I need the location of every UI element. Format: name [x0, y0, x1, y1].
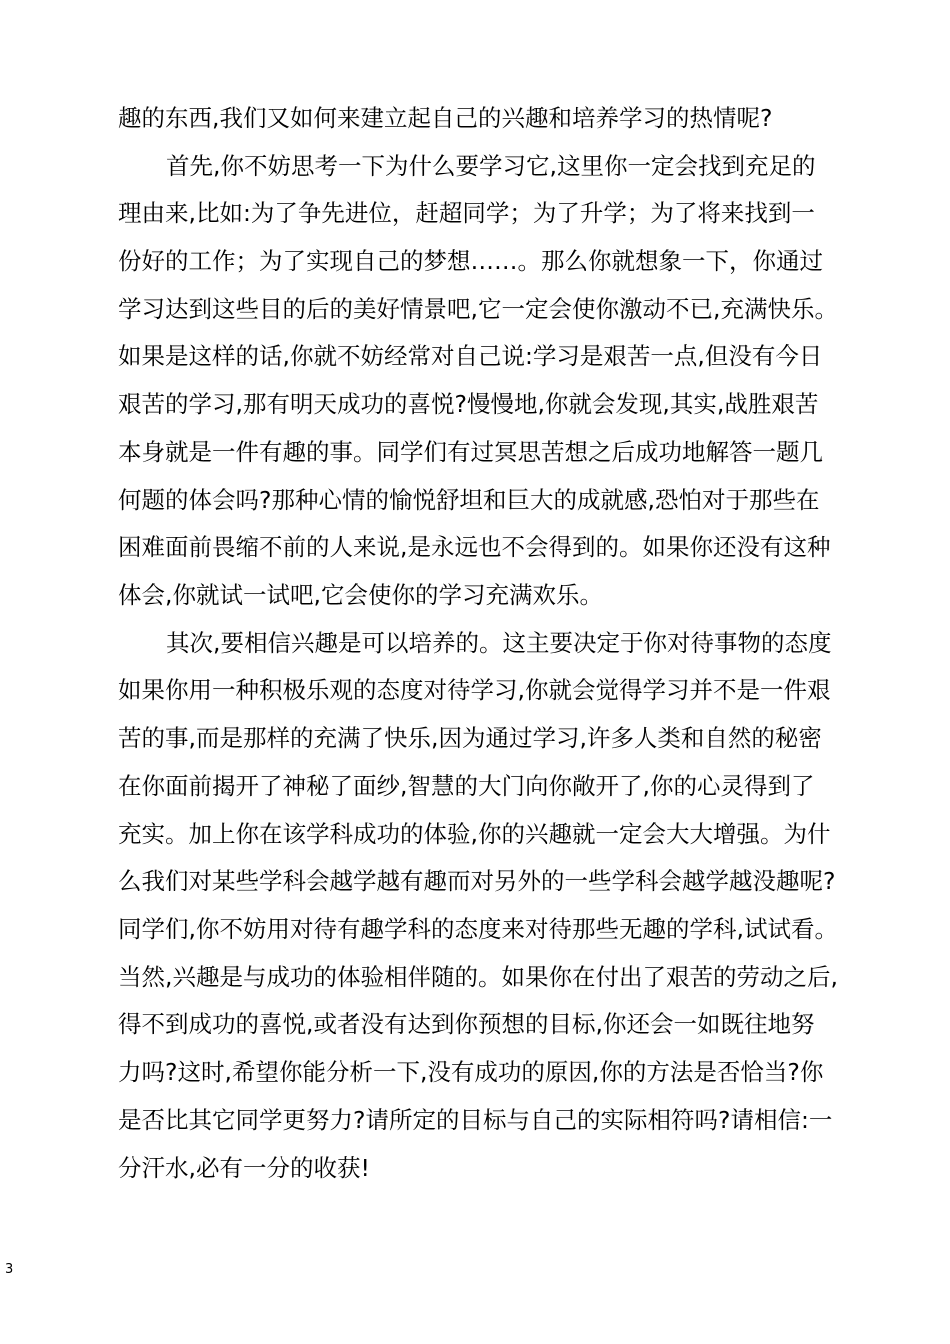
text-line-14: 苦的事,而是那样的充满了快乐,因为通过学习,许多人类和自然的秘密 — [118, 724, 822, 752]
text-line-15: 在你面前揭开了神秘了面纱,智慧的大门向你敞开了,你的心灵得到了 — [118, 772, 815, 800]
text-line-18: 同学们,你不妨用对待有趣学科的态度来对待那些无趣的学科,试试看。 — [118, 915, 838, 943]
page-number: 3 — [5, 1262, 14, 1277]
text-line-6: 如果是这样的话,你就不妨经常对自己说:学习是艰苦一点,但没有今日 — [118, 342, 823, 370]
text-line-13: 如果你用一种积极乐观的态度对待学习,你就会觉得学习并不是一件艰 — [118, 676, 831, 704]
text-line-20: 得不到成功的喜悦,或者没有达到你预想的目标,你还会一如既往地努 — [118, 1010, 815, 1038]
text-line-3: 理由来,比如:为了争先进位，赶超同学；为了升学；为了将来找到一 — [118, 199, 815, 227]
text-line-5: 学习达到这些目的后的美好情景吧,它一定会使你激动不已,充满快乐。 — [118, 295, 838, 323]
text-line-21: 力吗?这时,希望你能分析一下,没有成功的原因,你的方法是否恰当?你 — [118, 1058, 824, 1086]
text-line-19: 当然,兴趣是与成功的体验相伴随的。如果你在付出了艰苦的劳动之后, — [118, 963, 838, 991]
text-line-22: 是否比其它同学更努力?请所定的目标与自己的实际相符吗?请相信:一 — [118, 1106, 833, 1134]
text-line-2: 首先,你不妨思考一下为什么要学习它,这里你一定会找到充足的 — [166, 152, 816, 180]
text-line-11: 体会,你就试一试吧,它会使你的学习充满欢乐。 — [118, 581, 603, 609]
text-line-7: 艰苦的学习,那有明天成功的喜悦?慢慢地,你就会发现,其实,战胜艰苦 — [118, 390, 819, 418]
text-line-23: 分汗水,必有一分的收获! — [118, 1154, 370, 1182]
text-line-4: 份好的工作；为了实现自己的梦想……。那么你就想象一下，你通过 — [118, 247, 823, 275]
text-line-1: 趣的东西,我们又如何来建立起自己的兴趣和培养学习的热情呢? — [118, 104, 773, 132]
text-line-16: 充实。加上你在该学科成功的体验,你的兴趣就一定会大大增强。为什 — [118, 820, 831, 848]
text-line-8: 本身就是一件有趣的事。同学们有过冥思苦想之后成功地解答一题几 — [118, 438, 823, 466]
text-line-9: 何题的体会吗?那种心情的愉悦舒坦和巨大的成就感,恐怕对于那些在 — [118, 486, 820, 514]
text-line-12: 其次,要相信兴趣是可以培养的。这主要决定于你对待事物的态度 — [166, 629, 832, 657]
text-line-17: 么我们对某些学科会越学越有趣而对另外的一些学科会越学越没趣呢? — [118, 867, 836, 895]
text-line-10: 困难面前畏缩不前的人来说,是永远也不会得到的。如果你还没有这种 — [118, 533, 831, 561]
